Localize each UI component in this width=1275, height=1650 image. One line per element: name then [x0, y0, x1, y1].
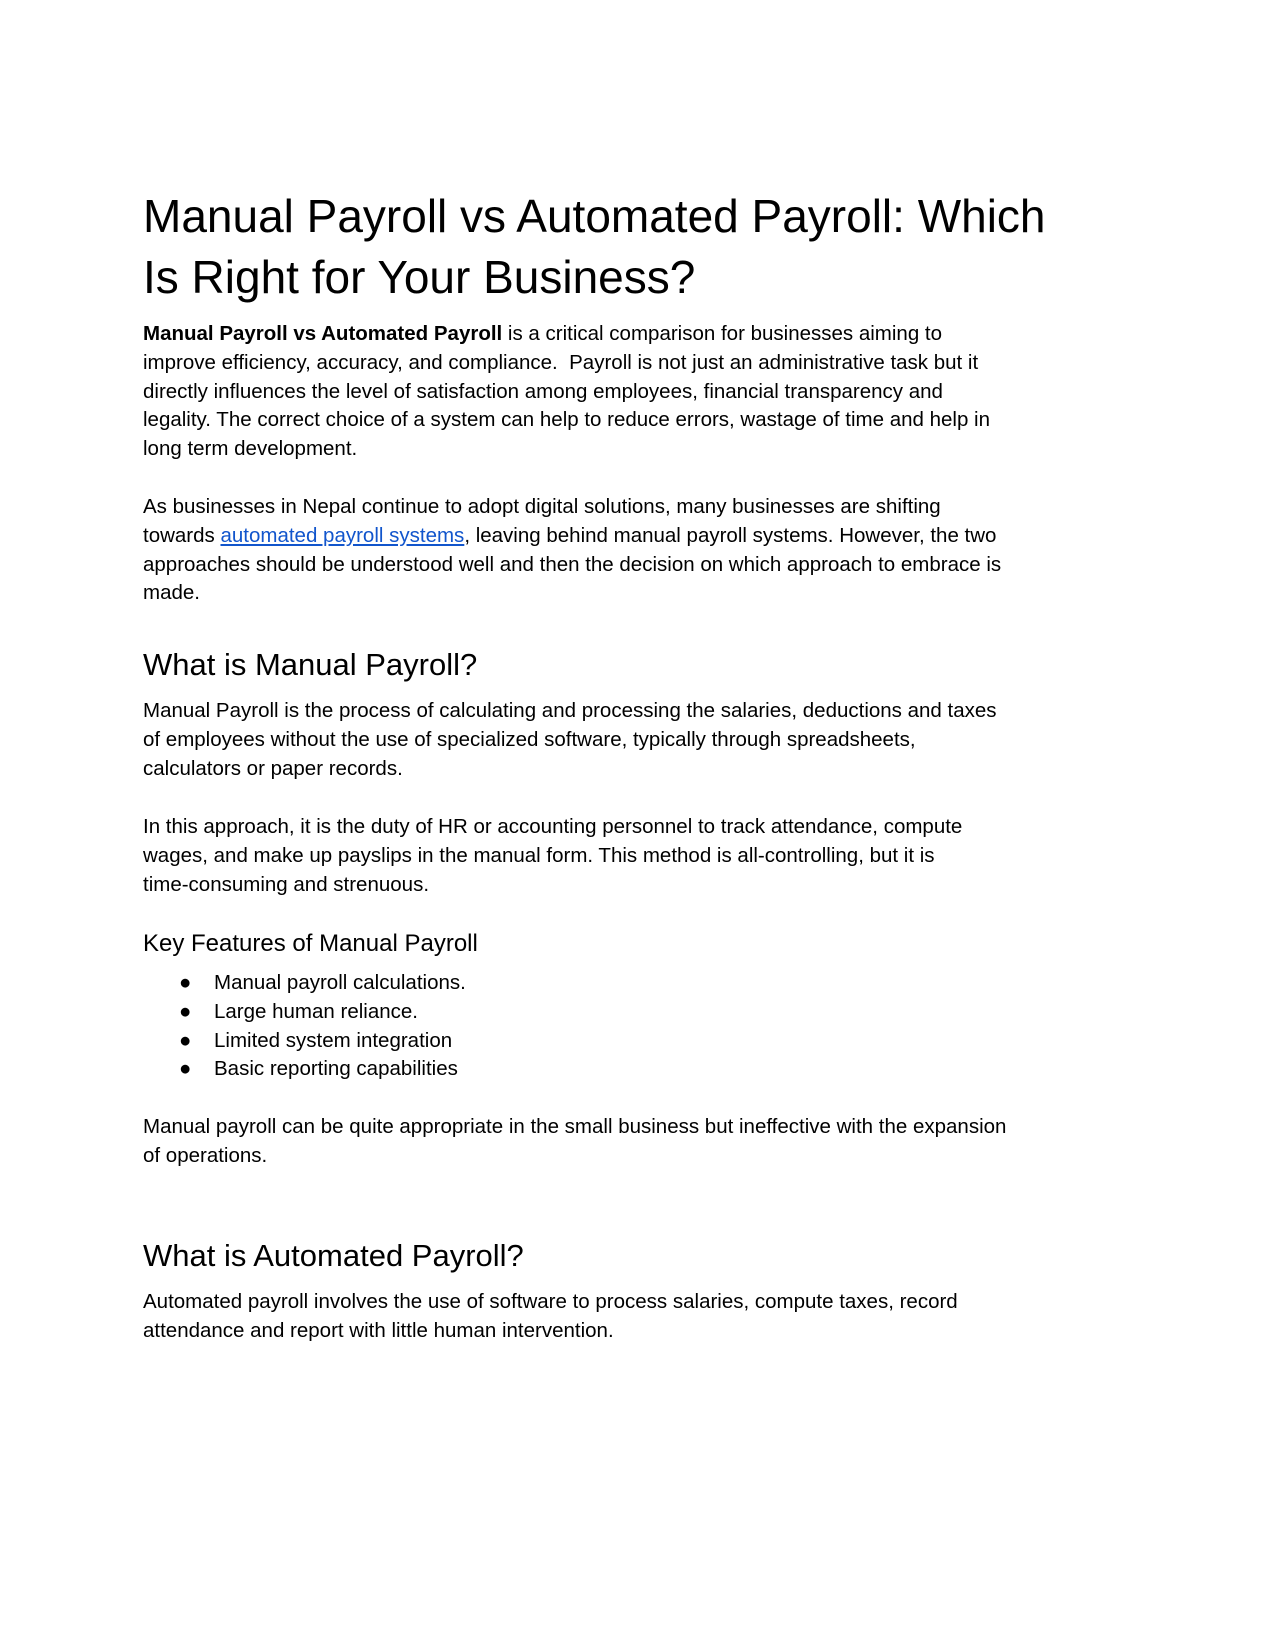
list-item [143, 969, 1103, 998]
bullet-icon: ● [179, 971, 192, 994]
text: is a critical comparison for businesses aiming to [502, 322, 943, 345]
text-line: approaches should be understood well and then the decision on which approach to embrace is [143, 552, 1002, 576]
list-item [143, 1027, 1103, 1056]
key-features-list [143, 969, 1103, 1084]
manual-summary-paragraph [143, 1113, 1103, 1171]
text-line: Automated payroll involves the use of software to process salaries, compute taxes, record [143, 1290, 958, 1313]
intro-bold-term: Manual Payroll vs Automated Payroll [143, 322, 503, 345]
text: , leaving behind manual payroll systems. However, the two [464, 523, 997, 547]
text-line: time-consuming and strenuous. [143, 872, 430, 896]
manual-definition-paragraph [143, 697, 1103, 783]
text-line: Manual Payroll is the process of calculating and processing the salaries, deductions and taxes [143, 699, 997, 722]
manual-approach-paragraph [143, 813, 1103, 899]
bullet-icon: ● [179, 1057, 192, 1081]
list-item [143, 998, 1103, 1027]
text-line: long term development. [143, 437, 358, 461]
automated-definition-paragraph [143, 1288, 1103, 1346]
text-line: calculators or paper records. [143, 756, 403, 780]
title-line: Manual Payroll vs Automated Payroll: Which [143, 190, 1046, 242]
text-line: legality. The correct choice of a system can help to reduce errors, wastage of time and help in [143, 408, 991, 432]
automated-payroll-heading: What is Automated Payroll? [143, 1238, 524, 1273]
list-item-text: Manual payroll calculations. [214, 971, 466, 994]
intro-paragraph [143, 320, 1103, 464]
text: towards [143, 523, 221, 547]
text-line: In this approach, it is the duty of HR or accounting personnel to track attendance, compute [143, 815, 963, 838]
list-item-text: Large human reliance. [214, 999, 418, 1023]
text-line: wages, and make up payslips in the manual form. This method is all-controlling, but it is [143, 843, 935, 867]
text-line: Manual payroll can be quite appropriate in the small business but ineffective with the expansion [143, 1115, 1007, 1138]
page-title [143, 186, 1103, 308]
list-item-text: Basic reporting capabilities [214, 1057, 458, 1081]
automated-payroll-systems-link[interactable]: automated payroll systems [220, 523, 465, 547]
text-line: made. [143, 581, 200, 605]
text-line: improve efficiency, accuracy, and compliance. Payroll is not just an administrative task but it [143, 350, 979, 374]
list-item [143, 1055, 1103, 1084]
bullet-icon: ● [179, 1028, 192, 1052]
text-line: of employees without the use of specialized software, typically through spreadsheets, [143, 727, 916, 751]
bullet-icon: ● [179, 999, 192, 1023]
list-item-text: Limited system integration [214, 1028, 453, 1052]
manual-payroll-heading: What is Manual Payroll? [143, 647, 478, 682]
text-line: As businesses in Nepal continue to adopt digital solutions, many businesses are shifting [143, 495, 941, 518]
text-line: of operations. [143, 1143, 268, 1167]
adoption-paragraph [143, 493, 1103, 608]
key-features-heading: Key Features of Manual Payroll [143, 930, 478, 957]
title-line: Is Right for Your Business? [143, 251, 696, 303]
text-line: directly influences the level of satisfaction among employees, financial transparency and [143, 379, 943, 403]
text-line: attendance and report with little human intervention. [143, 1318, 614, 1342]
